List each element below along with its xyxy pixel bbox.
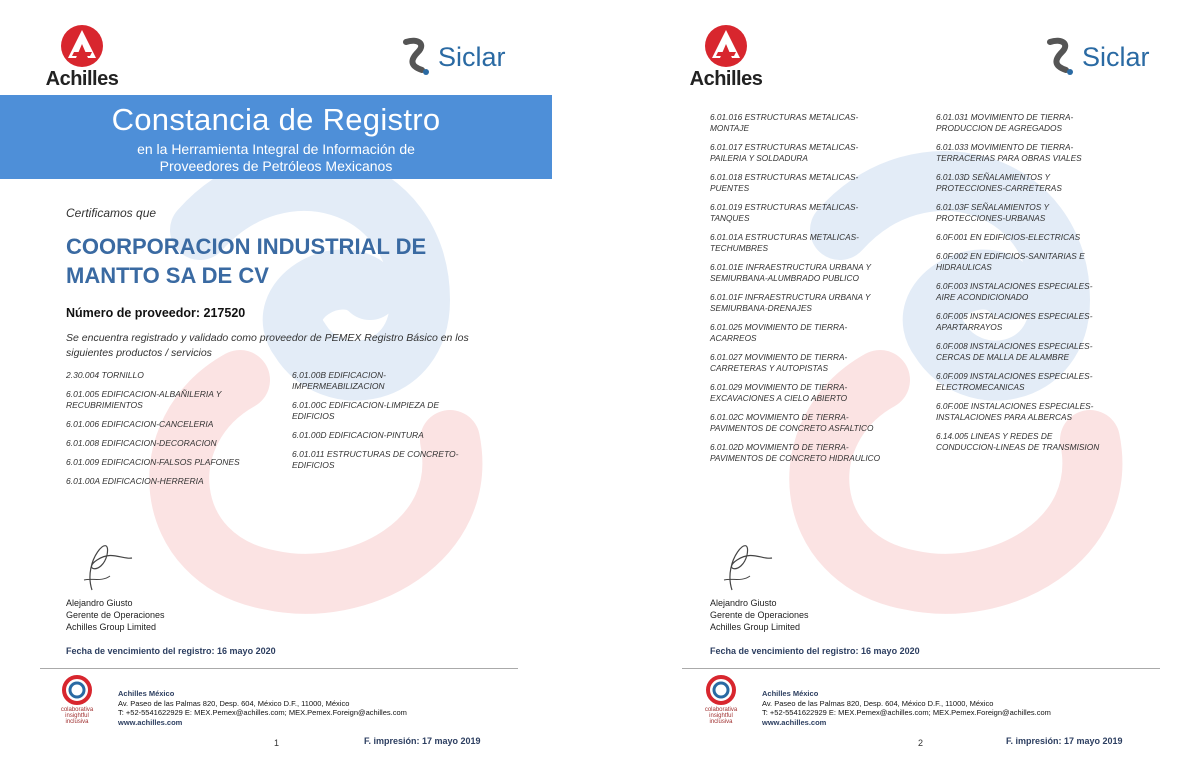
print-date: F. impresión: 17 mayo 2019 (364, 736, 481, 746)
service-item (936, 401, 1166, 423)
service-item-line: 6.01.027 MOVIMIENTO DE TIERRA- (710, 352, 848, 362)
expiry-date: Fecha de vencimiento del registro: 16 mayo 2020 (66, 646, 276, 656)
service-item (66, 370, 286, 381)
service-item-line: 6.01.009 EDIFICACION-FALSOS PLAFONES (66, 457, 240, 467)
siclar-logo (400, 36, 520, 80)
service-item-line: SEMIURBANA-DRENAJES (710, 303, 812, 313)
service-item-line: MONTAJE (710, 123, 750, 133)
service-item-line: SEMIURBANA-ALUMBRADO PUBLICO (710, 273, 859, 283)
signer-company: Achilles Group Limited (66, 622, 157, 632)
banner-subtitle-1: en la Herramienta Integral de Información de (137, 141, 415, 157)
service-item-line: 6.01.006 EDIFICACION-CANCELERIA (66, 419, 214, 429)
footer-logo-caption: colaborativa insightful inclusiva (704, 707, 738, 725)
footer-address: Av. Paseo de las Palmas 820, Desp. 604, México D.F., 11000, México (762, 698, 994, 708)
service-item (292, 400, 492, 422)
service-item-line: 6.0F.001 EN EDIFICIOS-ELECTRICAS (936, 232, 1081, 242)
service-item (292, 449, 492, 471)
service-item-line: 6.0F.002 EN EDIFICIOS-SANITARIAS E (936, 251, 1085, 261)
service-item-line: PUENTES (710, 183, 750, 193)
banner-title: Constancia de Registro (111, 102, 441, 137)
service-item-line: INSTALACIONES PARA ALBERCAS (936, 412, 1073, 422)
service-item-line: 2.30.004 TORNILLO (66, 370, 144, 380)
service-item (710, 352, 940, 374)
service-item-line: 6.01.033 MOVIMIENTO DE TIERRA- (936, 142, 1074, 152)
service-item (292, 430, 492, 441)
service-item-line: TERRACERIAS PARA OBRAS VIALES (936, 153, 1082, 163)
service-item-line: 6.01.029 MOVIMIENTO DE TIERRA- (710, 382, 848, 392)
service-item (66, 457, 286, 468)
achilles-logo-text: Achilles (45, 68, 119, 90)
service-item-line: PAVIMENTOS DE CONCRETO ASFALTICO (710, 423, 874, 433)
siclar-logo-icon (1044, 36, 1078, 78)
service-item-line: TECHUMBRES (710, 243, 769, 253)
services-column-right (292, 370, 492, 479)
service-item-line: 6.0F.005 INSTALACIONES ESPECIALES- (936, 311, 1093, 321)
service-item-line: 6.01.02D MOVIMIENTO DE TIERRA- (710, 442, 849, 452)
service-item-line: 6.0F.00E INSTALACIONES ESPECIALES- (936, 401, 1094, 411)
service-item (66, 476, 286, 487)
company-name-line-2: MANTTO SA DE CV (66, 263, 269, 288)
page-number: 2 (918, 738, 924, 748)
footer-web: www.achilles.com (118, 717, 183, 727)
service-item-line: HIDRAULICAS (936, 262, 992, 272)
signer-block (710, 597, 809, 633)
service-item-line: TANQUES (710, 213, 750, 223)
service-item-line: 6.0F.009 INSTALACIONES ESPECIALES- (936, 371, 1093, 381)
service-item (66, 419, 286, 430)
service-item-line: ELECTROMECANICAS (936, 382, 1025, 392)
service-item (710, 262, 940, 284)
service-item-line: 6.0F.008 INSTALACIONES ESPECIALES- (936, 341, 1093, 351)
signer-name: Alejandro Giusto (66, 598, 133, 608)
service-item-line: 6.01.00A EDIFICACION-HERRERIA (66, 476, 204, 486)
siclar-logo-text: Siclar (1082, 42, 1150, 72)
service-item-line: 6.0F.003 INSTALACIONES ESPECIALES- (936, 281, 1093, 291)
footer-contact-block (762, 689, 1051, 727)
signer-role: Gerente de Operaciones (66, 610, 165, 620)
service-item (710, 382, 940, 404)
certificate-page-2 (640, 0, 1196, 780)
service-item (710, 292, 940, 314)
service-item-line: EDIFICIOS (292, 460, 335, 470)
services-column-right (936, 112, 1166, 461)
service-item-line: 6.01.02C MOVIMIENTO DE TIERRA- (710, 412, 849, 422)
footer-divider (682, 668, 1160, 669)
service-item-line: AIRE ACONDICIONADO (936, 292, 1029, 302)
service-item-line: CONDUCCION-LINEAS DE TRANSMISION (936, 442, 1100, 452)
footer-logo-icon (52, 674, 102, 706)
service-item (710, 142, 940, 164)
service-item-line: APARTARRAYOS (936, 322, 1003, 332)
service-item-line: 6.01.01E INFRAESTRUCTURA URBANA Y (710, 262, 872, 272)
service-item-line: 6.01.00C EDIFICACION-LIMPIEZA DE (292, 400, 440, 410)
certify-text: Certificamos que (66, 206, 157, 220)
signature (62, 520, 142, 600)
service-item (66, 438, 286, 449)
footer-title: Achilles México (762, 689, 819, 698)
service-item (936, 281, 1166, 303)
service-item (936, 112, 1166, 134)
certificate-page-1 (0, 0, 556, 780)
company-name-line-1: COORPORACION INDUSTRIAL DE (66, 234, 427, 259)
banner-subtitle-2: Proveedores de Petróleos Mexicanos (159, 158, 393, 174)
signature (702, 520, 782, 600)
service-item-line: 6.01.008 EDIFICACION-DECORACION (66, 438, 217, 448)
service-item (710, 202, 940, 224)
print-date: F. impresión: 17 mayo 2019 (1006, 736, 1123, 746)
footer-title: Achilles México (118, 689, 175, 698)
services-column-left (710, 112, 940, 472)
service-item (66, 389, 286, 411)
footer-divider (40, 668, 518, 669)
service-item-line: 6.01.016 ESTRUCTURAS METALICAS- (710, 112, 859, 122)
service-item (936, 431, 1166, 453)
service-item-line: 6.14.005 LINEAS Y REDES DE (936, 431, 1053, 441)
siclar-logo-icon (400, 36, 434, 78)
footer-logo-icon (696, 674, 746, 706)
achilles-logo-icon (704, 24, 748, 68)
service-item-line: CARRETERAS Y AUTOPISTAS (710, 363, 829, 373)
service-item (936, 142, 1166, 164)
service-item-line: EXCAVACIONES A CIELO ABIERTO (710, 393, 848, 403)
service-item (710, 112, 940, 134)
service-item-line: PROTECCIONES-URBANAS (936, 213, 1046, 223)
achilles-logo (686, 24, 766, 92)
service-item-line: 6.01.01F INFRAESTRUCTURA URBANA Y (710, 292, 871, 302)
service-item-line: 6.01.019 ESTRUCTURAS METALICAS- (710, 202, 859, 212)
footer-contact-block (118, 689, 407, 727)
service-item-line: 6.01.00B EDIFICACION- (292, 370, 387, 380)
services-column-left (66, 370, 286, 495)
service-item (936, 232, 1166, 243)
service-item-line: 6.01.005 EDIFICACION-ALBAÑILERIA Y (66, 389, 222, 399)
service-item-line: IMPERMEABILIZACION (292, 381, 385, 391)
signer-role: Gerente de Operaciones (710, 610, 809, 620)
footer-logo (696, 674, 746, 734)
service-item-line: EDIFICIOS (292, 411, 335, 421)
provider-number: Número de proveedor: 217520 (66, 306, 246, 320)
signer-block (66, 597, 165, 633)
siclar-logo-text: Siclar (438, 42, 506, 72)
page-number: 1 (274, 738, 280, 748)
siclar-logo (1044, 36, 1164, 80)
service-item-line: CERCAS DE MALLA DE ALAMBRE (936, 352, 1070, 362)
achilles-logo-text: Achilles (689, 68, 763, 90)
footer-web: www.achilles.com (762, 717, 827, 727)
service-item (710, 322, 940, 344)
signer-company: Achilles Group Limited (710, 622, 801, 632)
service-item-line: 6.01.01A ESTRUCTURAS METALICAS- (710, 232, 859, 242)
footer-logo-caption: colaborativa insightful inclusiva (60, 707, 94, 725)
service-item-line: RECUBRIMIENTOS (66, 400, 143, 410)
signer-name: Alejandro Giusto (710, 598, 777, 608)
service-item-line: 6.01.031 MOVIMIENTO DE TIERRA- (936, 112, 1074, 122)
footer-contact: T: +52-5541622929 E: MEX.Pemex@achilles.com; MEX.Pemex.Foreign@achilles.com (762, 708, 1051, 717)
title-banner (0, 95, 552, 179)
company-name (66, 232, 506, 290)
footer-contact: T: +52-5541622929 E: MEX.Pemex@achilles.com; MEX.Pemex.Foreign@achilles.com (118, 708, 407, 717)
achilles-logo-icon (60, 24, 104, 68)
service-item (936, 371, 1166, 393)
service-item-line: 6.01.00D EDIFICACION-PINTURA (292, 430, 424, 440)
service-item (710, 172, 940, 194)
service-item (936, 172, 1166, 194)
service-item-line: 6.01.03F SEÑALAMIENTOS Y (936, 202, 1049, 212)
registration-description: Se encuentra registrado y validado como proveedor de PEMEX Registro Básico en los siguientes productos / servicios (66, 332, 469, 359)
service-item (936, 251, 1166, 273)
service-item (936, 311, 1166, 333)
service-item-line: 6.01.017 ESTRUCTURAS METALICAS- (710, 142, 859, 152)
service-item (292, 370, 492, 392)
footer-logo (52, 674, 102, 734)
service-item-line: PRODUCCION DE AGREGADOS (936, 123, 1063, 133)
service-item-line: PAVIMENTOS DE CONCRETO HIDRAULICO (710, 453, 881, 463)
service-item-line: PAILERIA Y SOLDADURA (710, 153, 808, 163)
service-item (710, 412, 940, 434)
service-item-line: 6.01.03D SEÑALAMIENTOS Y (936, 172, 1051, 182)
footer-address: Av. Paseo de las Palmas 820, Desp. 604, México D.F., 11000, México (118, 698, 350, 708)
service-item (710, 442, 940, 464)
service-item (936, 202, 1166, 224)
service-item-line: PROTECCIONES-CARRETERAS (936, 183, 1062, 193)
service-item (710, 232, 940, 254)
expiry-date: Fecha de vencimiento del registro: 16 mayo 2020 (710, 646, 920, 656)
service-item-line: 6.01.018 ESTRUCTURAS METALICAS- (710, 172, 859, 182)
service-item-line: ACARREOS (710, 333, 757, 343)
service-item-line: 6.01.025 MOVIMIENTO DE TIERRA- (710, 322, 848, 332)
service-item (936, 341, 1166, 363)
service-item-line: 6.01.011 ESTRUCTURAS DE CONCRETO- (292, 449, 459, 459)
achilles-logo (42, 24, 122, 92)
